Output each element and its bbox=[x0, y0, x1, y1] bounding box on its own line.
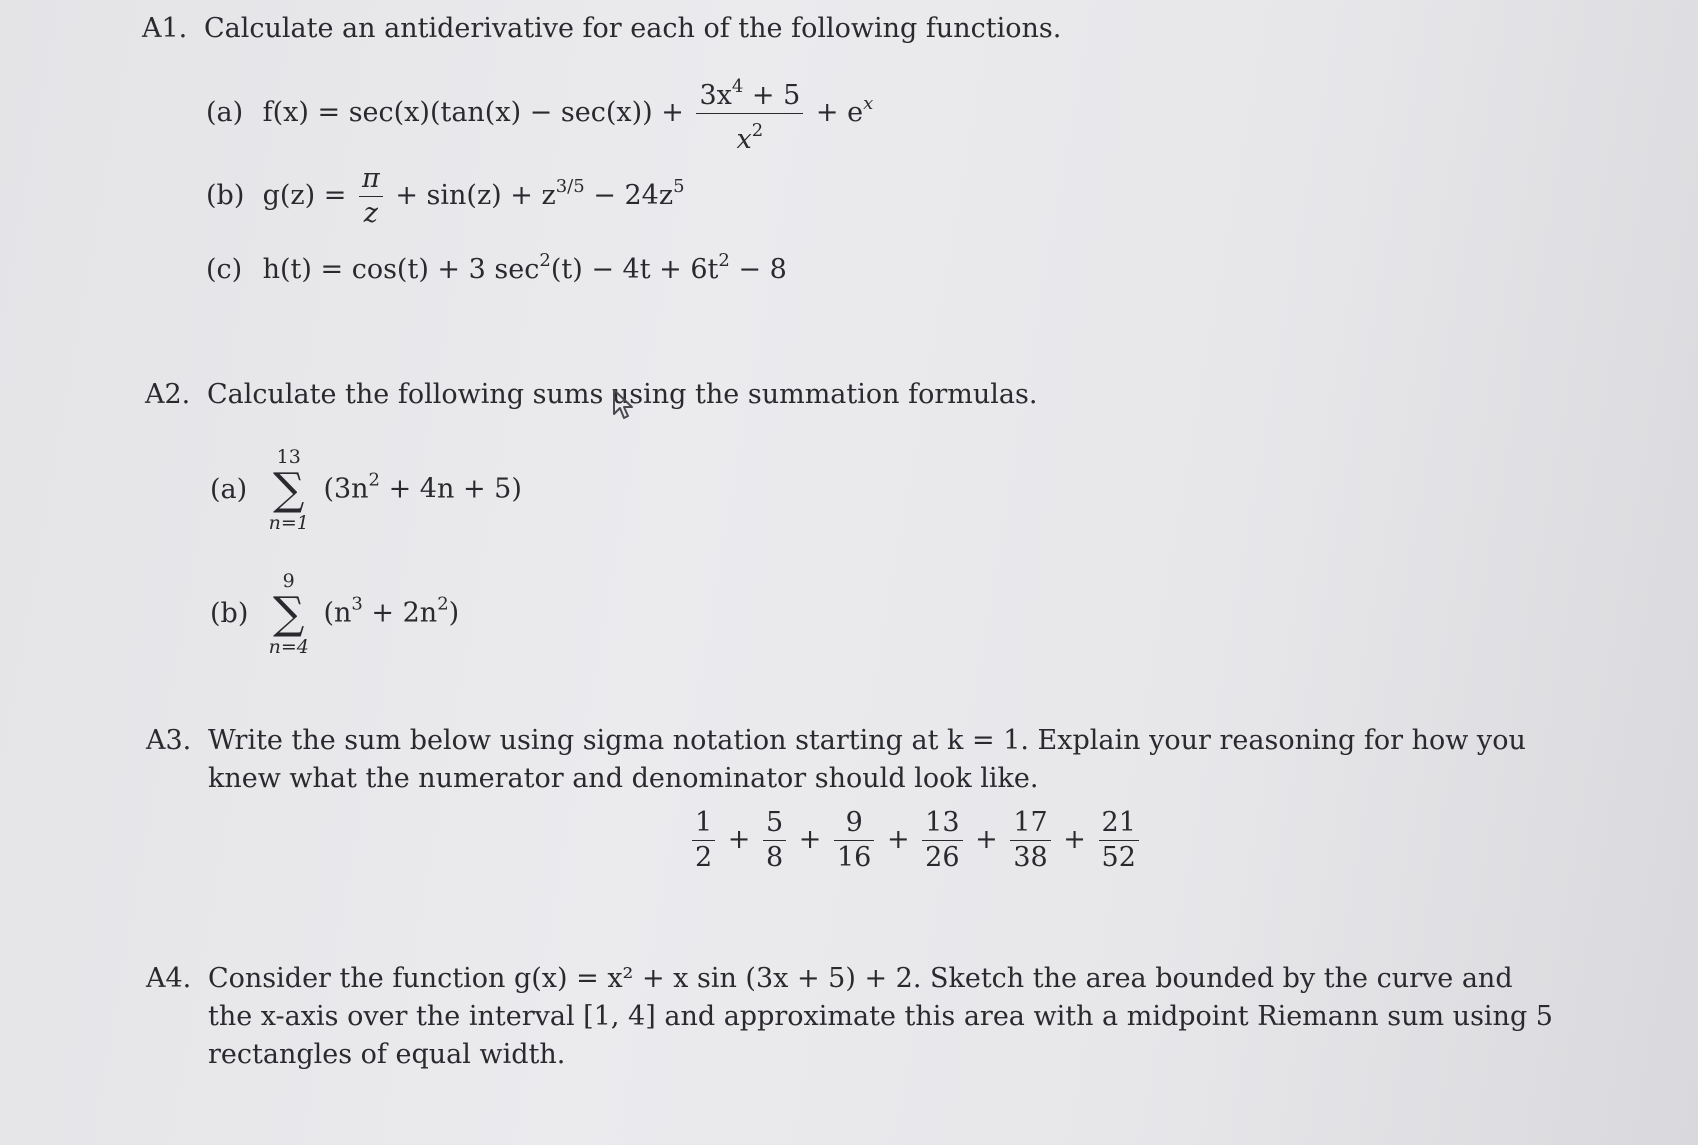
exponent: 5 bbox=[673, 176, 685, 197]
fraction-term bbox=[763, 806, 786, 875]
summand-tail: ) bbox=[448, 597, 460, 629]
fraction-numerator: 17 bbox=[1010, 806, 1050, 841]
summand: (n bbox=[323, 597, 352, 629]
fraction-term bbox=[1099, 806, 1139, 875]
problem-a3 bbox=[146, 722, 1586, 798]
fraction-numerator: 21 bbox=[1099, 806, 1139, 841]
exponent: 2 bbox=[539, 250, 551, 271]
exponent: 2 bbox=[437, 593, 449, 615]
exponent: x bbox=[863, 93, 874, 114]
part-label: (b) bbox=[210, 597, 249, 629]
problem-statement: Calculate an antiderivative for each of the following functions. bbox=[204, 13, 1062, 44]
fraction-numerator bbox=[696, 70, 803, 114]
part-lhs: g(z) = bbox=[262, 180, 347, 211]
problem-number: A1. bbox=[142, 13, 188, 44]
a1-part-a bbox=[206, 70, 873, 157]
fraction-denominator: 52 bbox=[1101, 842, 1136, 873]
a2-part-a bbox=[210, 446, 522, 534]
summation-sigma bbox=[269, 570, 309, 658]
exponent: 2 bbox=[718, 250, 730, 271]
problem-statement-line1: Write the sum below using sigma notation starting at k = 1. Explain your reasoning for how you bbox=[208, 725, 1526, 756]
part-label: (a) bbox=[210, 473, 248, 505]
fraction-numerator: 5 bbox=[763, 806, 786, 841]
a2-part-b bbox=[210, 570, 459, 658]
summand-tail: + 4n + 5) bbox=[380, 473, 522, 505]
fraction-numerator: 13 bbox=[922, 806, 962, 841]
summation-sigma bbox=[269, 446, 309, 534]
part-expression: cos(t) + 3 sec bbox=[351, 254, 540, 285]
part-lhs: h(t) = bbox=[262, 254, 344, 285]
part-label: (c) bbox=[206, 254, 243, 285]
problem-number: A3. bbox=[146, 725, 192, 756]
summand-mid: + 2n bbox=[362, 597, 438, 629]
sigma-icon: ∑ bbox=[273, 588, 305, 639]
a1-part-b bbox=[206, 162, 685, 231]
problem-number: A2. bbox=[145, 379, 191, 410]
den-exponent: 2 bbox=[751, 120, 764, 141]
sigma-icon: ∑ bbox=[273, 464, 305, 515]
sigma-lower-limit: n=4 bbox=[268, 636, 309, 658]
part-expression-tail: − 24z bbox=[584, 180, 674, 211]
plus-sign: + bbox=[727, 824, 751, 855]
sigma-upper-limit: 9 bbox=[282, 570, 295, 592]
exponent: 3 bbox=[351, 593, 363, 615]
fraction-term bbox=[922, 806, 962, 875]
den-base: x bbox=[736, 124, 752, 155]
problem-statement: Calculate the following sums using the summation formulas. bbox=[207, 379, 1038, 410]
plus-sign: + bbox=[975, 824, 998, 855]
fraction-denominator: 16 bbox=[837, 842, 872, 873]
plus-sign: + bbox=[1063, 824, 1086, 855]
fraction-denominator: 26 bbox=[925, 842, 960, 873]
part-expression-tail: − 8 bbox=[729, 254, 787, 285]
part-label: (b) bbox=[206, 180, 245, 211]
part-expression-tail: + e bbox=[815, 97, 864, 128]
fraction-denominator: 8 bbox=[766, 842, 784, 873]
num-exponent: 4 bbox=[731, 76, 744, 97]
pointer-cursor-icon bbox=[611, 388, 637, 422]
fraction-denominator: 2 bbox=[695, 842, 713, 873]
fraction-term bbox=[834, 806, 874, 875]
num-base: 3x bbox=[699, 80, 732, 111]
part-expression: sec(x)(tan(x) − sec(x)) + bbox=[348, 97, 684, 128]
fraction bbox=[359, 162, 383, 231]
part-lhs: f(x) = bbox=[262, 97, 341, 128]
plus-sign: + bbox=[798, 824, 822, 855]
exponent: 2 bbox=[368, 469, 380, 491]
num-tail: + 5 bbox=[743, 80, 801, 111]
fraction-denominator: z bbox=[363, 198, 378, 229]
problem-a1 bbox=[142, 10, 1592, 48]
summand: (3n bbox=[323, 473, 369, 505]
a3-fraction-sum bbox=[688, 806, 1143, 875]
problem-a4 bbox=[146, 960, 1596, 1074]
problem-statement-line2: the x-axis over the interval [1, 4] and approximate this area with a midpoint Riemann sum using 5 bbox=[208, 1001, 1553, 1032]
exponent: 3/5 bbox=[555, 176, 585, 197]
fraction-denominator bbox=[696, 114, 803, 157]
problem-number: A4. bbox=[146, 963, 192, 994]
problem-statement-line2: knew what the numerator and denominator should look like. bbox=[208, 763, 1039, 794]
fraction-denominator: 38 bbox=[1013, 842, 1048, 873]
part-expression-mid: (t) − 4t + 6t bbox=[550, 254, 719, 285]
a1-part-c bbox=[206, 250, 787, 285]
problem-statement-line1: Consider the function g(x) = x² + x sin (3x + 5) + 2. Sketch the area bounded by the curve and bbox=[208, 963, 1513, 994]
fraction bbox=[696, 70, 803, 157]
problem-a2 bbox=[145, 376, 1595, 414]
sigma-upper-limit: 13 bbox=[276, 446, 301, 468]
fraction-numerator: π bbox=[359, 162, 383, 197]
sigma-lower-limit: n=1 bbox=[268, 512, 309, 534]
fraction-term bbox=[1010, 806, 1050, 875]
part-label: (a) bbox=[206, 97, 244, 128]
problem-statement-line3: rectangles of equal width. bbox=[208, 1039, 566, 1070]
part-expression: + sin(z) + z bbox=[395, 180, 556, 211]
fraction-term bbox=[692, 806, 715, 875]
fraction-numerator: 9 bbox=[834, 806, 874, 841]
fraction-numerator: 1 bbox=[692, 806, 715, 841]
plus-sign: + bbox=[886, 824, 910, 855]
